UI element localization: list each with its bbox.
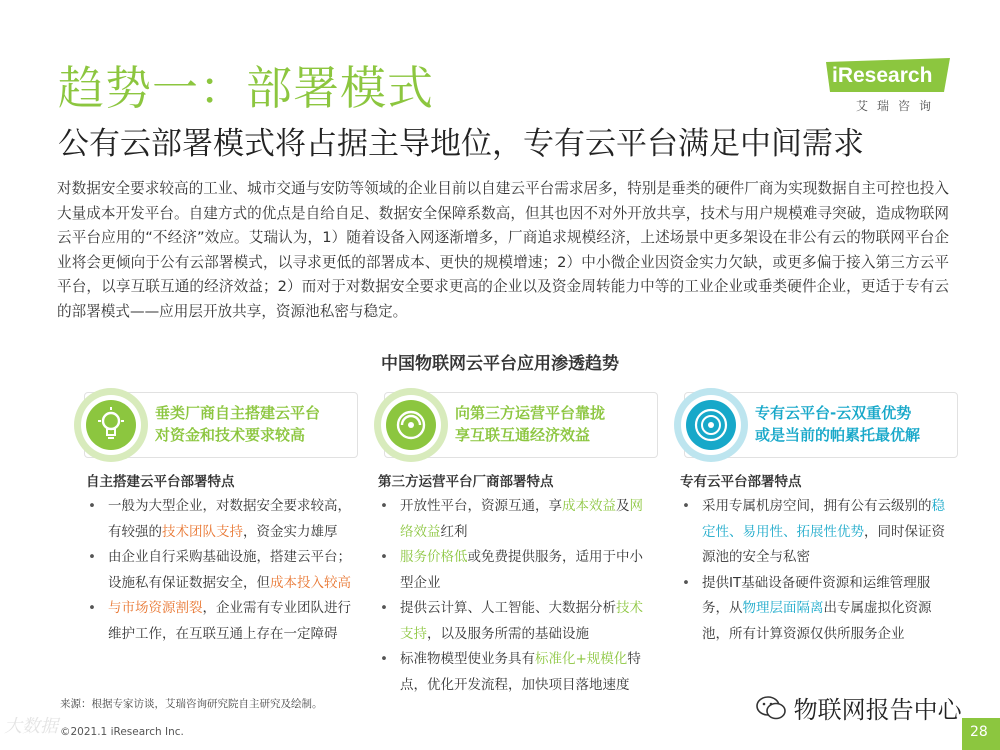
column-heading-self-built: 自主搭建云平台部署特点 [86,474,235,490]
column-heading-third-party: 第三方运营平台厂商部署特点 [378,474,554,490]
watermark-left: 大数据 [4,716,58,737]
banner-line-2: 对资金和技术要求较高 [155,426,306,444]
list-item: • 由企业自行采购基础设施，搭建云平台；设施私有保证数据安全，但成本投入较高 [86,545,361,596]
banner-self-built [84,392,358,458]
banner-private-cloud [684,392,958,458]
page-number: 28 [970,724,988,740]
page-title: 趋势一：部署模式 [58,61,434,115]
banner-third-party [384,392,658,458]
list-item: • 提供云计算、人工智能、大数据分析技术支持，以及服务所需的基础设施 [378,596,653,647]
list-item: • 与市场资源割裂，企业需有专业团队进行维护工作，在互联互通上存在一定障碍 [86,596,361,647]
list-item: • 一般为大型企业，对数据安全要求较高，有较强的技术团队支持，资金实力雄厚 [86,494,361,545]
intro-paragraph: 对数据安全要求较高的工业、城市交通与安防等领域的企业目前以自建云平台需求居多，特别是垂类的硬件厂商为实现数据自主可控也投入大量成本开发平台。自建方式的优点是自给自足、数据安全保障系数高，但其也因不对外开放共享，技术与用户规模难寻突破，造成物联网云平台应用的“不经济”效应。艾瑞认为，1）随着设备入网逐渐增多，厂商追求规模经济，上述场景中更多架设在非公有云的物联网平台企业将会更倾向于公有云部署模式，以寻求更低的部署成本、更快的规模增速；2）中小微企业因资金实力欠缺，或更多偏于接入第三方云平平台，以享互联互通的经济效益；2）而对于对数据安全要求更高的企业以及资金周转能力中等的工业企业或垂类硬件企业，更适于专有云的部署模式——应用层开放共享，资源池私密与稳定。 [57,180,949,320]
swirl-icon [371,385,451,465]
iresearch-logo [826,58,956,118]
banner-line-2: 享互联互通经济效益 [455,426,591,444]
feature-list-third-party [378,494,653,698]
column-heading-private-cloud: 专有云平台部署特点 [680,474,802,490]
watermark [756,690,962,725]
banner-line-1: 专有云平台-云双重优势 [755,404,912,422]
list-item: • 提供IT基础设备硬件资源和运维管理服务，从物理层面隔离出专属虚拟化资源池，所有计算资源仅供所服务企业 [680,571,945,648]
copyright: ©2021.1 iResearch Inc. [60,726,184,738]
list-item: • 标准物模型使业务具有标准化+规模化特点，优化开发流程，加快项目落地速度 [378,647,653,698]
source-note: 来源：根据专家访谈，艾瑞咨询研究院自主研究及绘制。 [60,698,323,710]
list-item: • 服务价格低或免费提供服务，适用于中小型企业 [378,545,653,596]
watermark-text: 物联网报告中心 [793,696,962,724]
banner-line-2: 或是当前的帕累托最优解 [755,426,921,444]
diagram-title: 中国物联网云平台应用渗透趋势 [381,354,619,374]
feature-list-private-cloud [680,494,945,647]
list-item: • 开放性平台，资源互通，享成本效益及网络效益红利 [378,494,653,545]
page-subtitle: 公有云部署模式将占据主导地位，专有云平台满足中间需求 [58,126,864,162]
lightbulb-icon [71,385,151,465]
feature-list-self-built [86,494,361,647]
banner-line-1: 垂类厂商自主搭建云平台 [155,404,321,422]
wechat-icon [756,695,786,721]
logo-text: iResearch [832,64,933,87]
logo-subtext: 艾瑞咨询 [856,99,941,113]
cloud-icon [671,385,751,465]
list-item: • 采用专属机房空间，拥有公有云级别的稳定性、易用性、拓展性优势，同时保证资源池的安全与私密 [680,494,945,571]
banner-line-1: 向第三方运营平台靠拢 [455,404,606,422]
